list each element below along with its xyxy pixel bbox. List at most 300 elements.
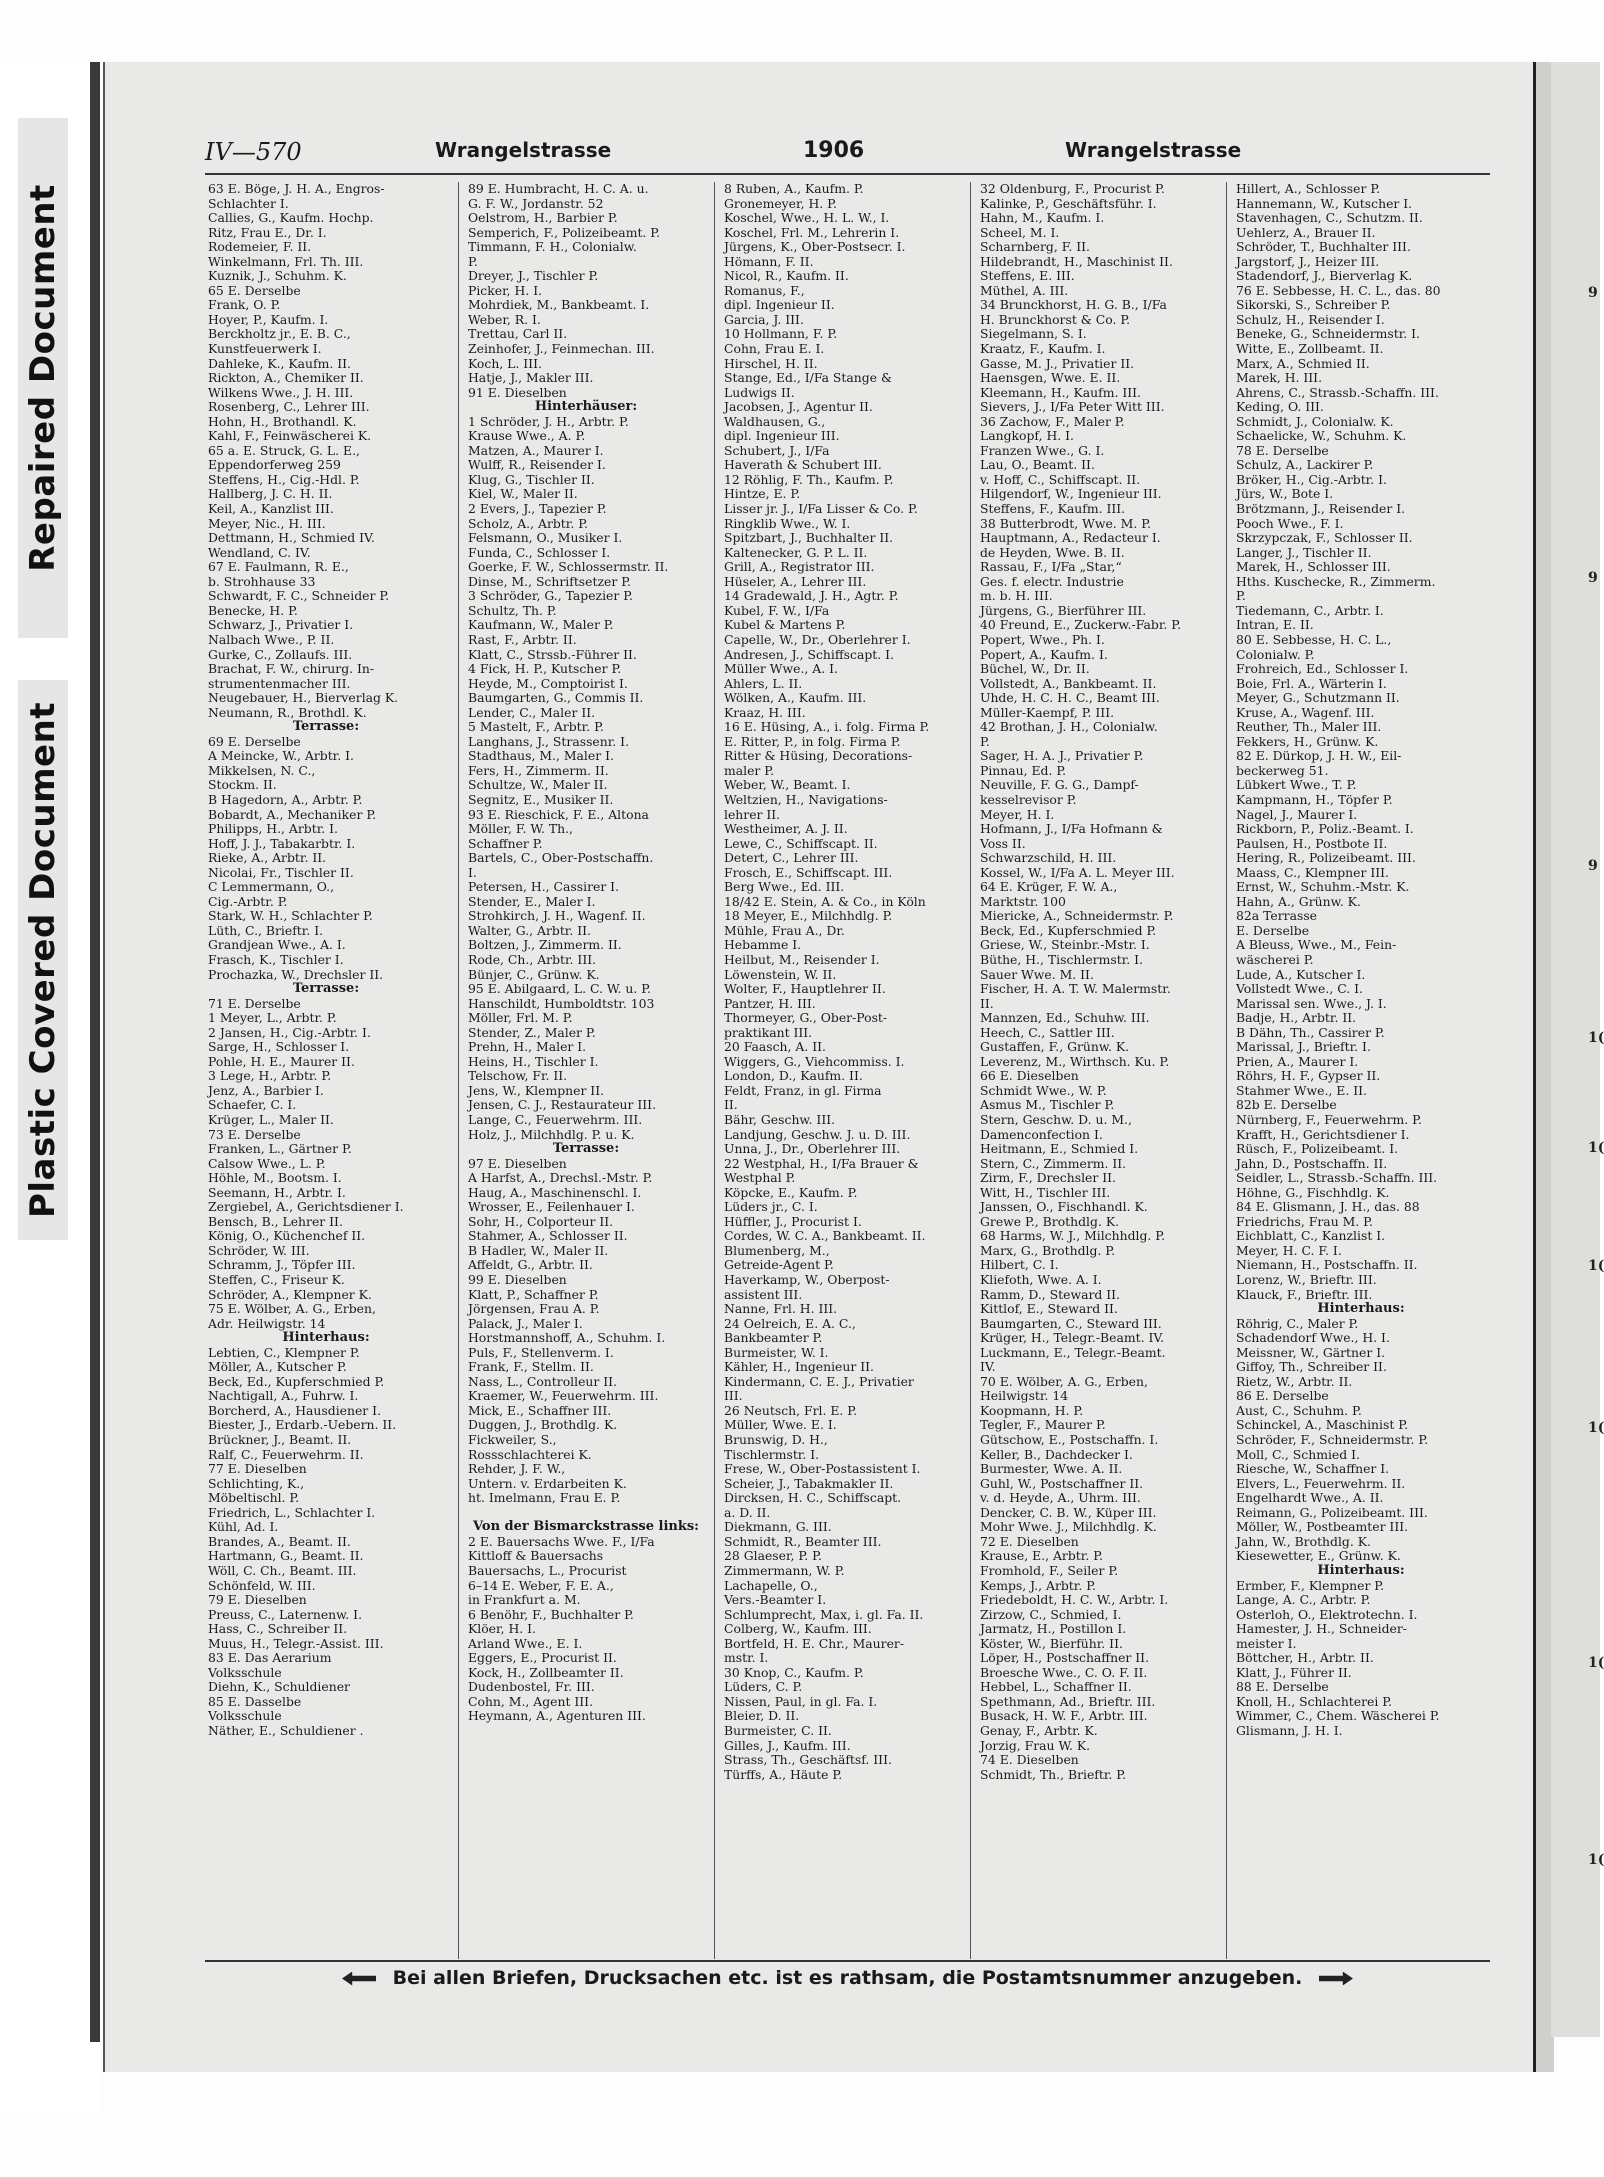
directory-entry: Hirschel, H. II. <box>724 355 818 371</box>
directory-entry: Puls, F., Stellenverm. I. <box>468 1344 614 1360</box>
directory-entry: Hannemann, W., Kutscher I. <box>1236 195 1413 211</box>
directory-entry: Keil, A., Kanzlist III. <box>208 501 334 517</box>
directory-entry: Sarge, H., Schlosser I. <box>208 1039 350 1055</box>
directory-entry: Köster, W., Bierführ. II. <box>980 1635 1123 1651</box>
margin-fragment: 1( <box>1588 1852 1604 1868</box>
directory-entry: Schröder, T., Buchhalter III. <box>1236 239 1411 255</box>
directory-entry: 72 E. Dieselben <box>980 1533 1079 1549</box>
directory-entry: Jensen, C. J., Restaurateur III. <box>468 1097 657 1113</box>
directory-entry: Schwardt, F. C., Schneider P. <box>208 588 390 604</box>
directory-entry: Reuther, Th., Maler III. <box>1236 719 1382 735</box>
directory-entry: Pooch Wwe., F. I. <box>1236 515 1344 531</box>
directory-entry: Schlichting, K., <box>208 1475 305 1491</box>
directory-entry: 68 Harms, W. J., Milchhdlg. P. <box>980 1228 1166 1244</box>
directory-entry: Pantzer, H. III. <box>724 995 816 1011</box>
directory-entry: Müller, Wwe. E. I. <box>724 1417 837 1433</box>
directory-entry: Wolter, F., Hauptlehrer II. <box>724 981 886 997</box>
directory-entry: 89 E. Humbracht, H. C. A. u. <box>468 181 649 196</box>
directory-entry: Kindermann, C. E. J., Privatier <box>724 1373 914 1389</box>
directory-entry: Nicolai, Fr., Tischler II. <box>208 864 354 880</box>
directory-entry: Mannzen, Ed., Schuhw. III. <box>980 1010 1150 1026</box>
directory-entry: 42 Brothan, J. H., Colonialw. <box>980 719 1158 735</box>
directory-entry: Büchel, W., Dr. II. <box>980 661 1090 677</box>
directory-entry: Klug, G., Tischler II. <box>468 471 595 487</box>
directory-entry: Kraatz, F., Kaufm. I. <box>980 341 1106 357</box>
directory-entry: Stadthaus, M., Maler I. <box>468 748 614 764</box>
directory-entry: Wendland, C. IV. <box>208 544 311 560</box>
directory-entry: E. Derselbe <box>1236 922 1310 938</box>
directory-entry: b. Strohhause 33 <box>208 573 316 589</box>
directory-entry: 85 E. Dasselbe <box>208 1693 302 1709</box>
directory-entry: Niemann, H., Postschaffn. II. <box>1236 1257 1418 1273</box>
directory-entry: Bartels, C., Ober-Postschaffn. <box>468 850 654 866</box>
directory-entry: Rickton, A., Chemiker II. <box>208 370 364 386</box>
directory-entry: Heyde, M., Comptoirist I. <box>468 675 628 691</box>
directory-entry: Kalinke, P., Geschäftsführ. I. <box>980 195 1157 211</box>
directory-entry: Müthel, A. III. <box>980 282 1069 298</box>
directory-entry: Brunswig, D. H., <box>724 1432 828 1448</box>
directory-entry: m. b. H. III. <box>980 588 1053 604</box>
directory-entry: Janssen, O., Fischhandl. K. <box>980 1199 1148 1215</box>
directory-entry: 8 Ruben, A., Kaufm. P. <box>724 181 864 196</box>
directory-entry: Schlachter I. <box>208 195 289 211</box>
directory-entry: Calsow Wwe., L. P. <box>208 1155 326 1171</box>
directory-entry: Rodemeier, F. II. <box>208 239 312 255</box>
directory-entry: Kampmann, H., Töpfer P. <box>1236 791 1393 807</box>
directory-entry: Hinterhaus: <box>1317 1301 1405 1317</box>
directory-entry: Langer, J., Tischler II. <box>1236 544 1372 560</box>
directory-entry: Pinnau, Ed. P. <box>980 762 1067 778</box>
directory-entry: 2 E. Bauersachs Wwe. F., I/Fa <box>468 1533 655 1549</box>
directory-entry: Weber, R. I. <box>468 311 541 327</box>
directory-entry: Hering, R., Polizeibeamt. III. <box>1236 850 1416 866</box>
directory-entry: Stahmer Wwe., E. II. <box>1236 1082 1367 1098</box>
directory-entry: Borcherd, A., Hausdiener I. <box>208 1402 382 1418</box>
directory-entry: Giffoy, Th., Schreiber II. <box>1236 1359 1387 1375</box>
directory-entry: B Hadler, W., Maler II. <box>468 1242 609 1258</box>
directory-entry: II. <box>724 1097 738 1113</box>
directory-entry: Kliefoth, Wwe. A. I. <box>980 1272 1102 1288</box>
directory-entry: Schmidt, J., Colonialw. K. <box>1236 413 1394 429</box>
directory-entry: Stern, Geschw. D. u. M., <box>980 1112 1132 1127</box>
directory-entry: Lorenz, W., Brieftr. III. <box>1236 1272 1377 1288</box>
directory-entry: Moll, C., Schmied I. <box>1236 1446 1360 1462</box>
directory-entry: Hildebrandt, H., Maschinist II. <box>980 253 1173 269</box>
plastic-covered-sticker <box>18 680 68 1240</box>
directory-entry: Marissal sen. Wwe., J. I. <box>1236 995 1387 1011</box>
directory-entry: Riesche, W., Schaffner I. <box>1236 1461 1390 1477</box>
directory-entry: Maass, C., Klempner III. <box>1236 864 1389 880</box>
directory-entry: Zeinhofer, J., Feinmechan. III. <box>468 341 655 357</box>
directory-entry: Kiesewetter, E., Grünw. K. <box>1236 1548 1401 1564</box>
directory-entry: 65 E. Derselbe <box>208 282 301 298</box>
directory-entry: Lüth, C., Brieftr. I. <box>208 922 324 938</box>
directory-entry: Höhne, G., Fischhdlg. K. <box>1236 1184 1390 1200</box>
directory-entry: 86 E. Derselbe <box>1236 1388 1329 1404</box>
directory-entry: 76 E. Sebbesse, H. C. L., das. 80 <box>1236 282 1441 298</box>
directory-entry: Jürs, W., Bote I. <box>1236 486 1334 502</box>
directory-entry: Frese, W., Ober-Postassistent I. <box>724 1461 921 1477</box>
directory-entry: Broesche Wwe., C. O. F. II. <box>980 1664 1148 1680</box>
directory-entry: Aust, C., Schuhm. P. <box>1236 1402 1362 1418</box>
directory-entry: Stender, E., Maler I. <box>468 893 596 909</box>
directory-entry: Jargstorf, J., Heizer III. <box>1236 253 1380 269</box>
directory-entry: Mikkelsen, N. C., <box>208 762 316 778</box>
directory-entry: Beck, Ed., Kupferschmied P. <box>208 1373 385 1389</box>
directory-entry: 38 Butterbrodt, Wwe. M. P. <box>980 515 1151 531</box>
directory-entry: Gurke, C., Zollaufs. III. <box>208 646 353 662</box>
directory-entry: dipl. Ingenieur II. <box>724 297 835 313</box>
directory-entry: Lebtien, C., Klempner P. <box>208 1344 360 1360</box>
directory-entry: Klöer, H. I. <box>468 1621 536 1637</box>
directory-entry: Damenconfection I. <box>980 1126 1103 1142</box>
column-divider <box>1226 182 1227 1959</box>
directory-entry: Terrasse: <box>552 1141 620 1157</box>
directory-entry: 2 Evers, J., Tapezier P. <box>468 501 607 517</box>
directory-entry: Ralf, C., Feuerwehrm. II. <box>208 1446 364 1462</box>
directory-entry: Ringklib Wwe., W. I. <box>724 515 851 531</box>
directory-entry: Eichblatt, C., Kanzlist I. <box>1236 1228 1386 1244</box>
directory-entry: 1 Meyer, L., Arbtr. P. <box>208 1010 337 1026</box>
directory-entry: Ahlers, L. II. <box>724 675 803 691</box>
directory-entry: Diekmann, G. III. <box>724 1519 832 1535</box>
directory-entry: Seemann, H., Arbtr. I. <box>208 1184 346 1200</box>
directory-entry: Steffens, H., Cig.-Hdl. P. <box>208 471 360 487</box>
directory-entry: Ges. f. electr. Industrie <box>980 573 1124 589</box>
directory-entry: Schultze, W., Maler II. <box>468 777 608 793</box>
directory-entry: Marktstr. 100 <box>980 893 1066 909</box>
directory-entry: 3 Schröder, G., Tapezier P. <box>468 588 633 604</box>
directory-entry: 6 Benöhr, F., Buchhalter P. <box>468 1606 634 1622</box>
directory-entry: Unna, J., Dr., Oberlehrer III. <box>724 1141 901 1157</box>
directory-entry: Köpcke, E., Kaufm. P. <box>724 1184 858 1200</box>
directory-entry: Reimann, G., Polizeibeamt. III. <box>1236 1504 1428 1520</box>
directory-entry: Dudenbostel, Fr. III. <box>468 1679 595 1695</box>
directory-entry: Löwenstein, W. II. <box>724 966 837 982</box>
directory-entry: P. <box>468 253 478 269</box>
page-footer <box>205 1967 1490 1997</box>
directory-entry: Nanne, Frl. H. III. <box>724 1301 838 1317</box>
margin-fragment: 1( <box>1588 1140 1604 1156</box>
directory-entry <box>468 1506 704 1521</box>
street-name-right: Wrangelstrasse <box>1065 138 1242 162</box>
directory-entry: Stark, W. H., Schlachter P. <box>208 908 373 924</box>
directory-entry: Preuss, C., Laternenw. I. <box>208 1606 363 1622</box>
directory-entry: Witte, E., Zollbeamt. II. <box>1236 341 1384 357</box>
directory-entry: Kock, H., Zollbeamter II. <box>468 1664 624 1680</box>
directory-entry: dipl. Ingenieur III. <box>724 428 840 444</box>
directory-entry: Palack, J., Maler I. <box>468 1315 583 1331</box>
directory-entry: 34 Brunckhorst, H. G. B., I/Fa <box>980 297 1167 313</box>
margin-fragment: 1( <box>1588 1030 1604 1046</box>
directory-entry: 67 E. Faulmann, R. E., <box>208 559 349 575</box>
directory-entry: 14 Gradewald, J. H., Agtr. P. <box>724 588 899 604</box>
directory-entry: Schmidt, R., Beamter III. <box>724 1533 882 1549</box>
directory-entry: Voss II. <box>980 835 1026 851</box>
directory-entry: 36 Zachow, F., Maler P. <box>980 413 1125 429</box>
repaired-document-label: Repaired Document <box>23 184 64 572</box>
directory-entry: Kühl, Ad. I. <box>208 1519 279 1535</box>
directory-entry: Cig.-Arbtr. P. <box>208 893 288 909</box>
directory-entry: Prien, A., Maurer I. <box>1236 1053 1359 1069</box>
directory-entry: Rast, F., Arbtr. II. <box>468 631 577 647</box>
directory-entry: Nass, L., Controlleur II. <box>468 1373 617 1389</box>
directory-entry: Schultz, Th. P. <box>468 602 557 618</box>
directory-entry: Scheier, J., Tabakmakler II. <box>724 1475 894 1491</box>
directory-entry: Segnitz, E., Musiker II. <box>468 791 614 807</box>
directory-entry: Boie, Frl. A., Wärterin I. <box>1236 675 1387 691</box>
directory-entry: 26 Neutsch, Frl. E. P. <box>724 1402 858 1418</box>
directory-entry: Meyer, H. I. <box>980 806 1055 822</box>
directory-entry: Scheel, M. I. <box>980 224 1060 240</box>
directory-entry: 83 E. Das Aerarium <box>208 1650 332 1666</box>
directory-entry: Glismann, J. H. I. <box>1236 1722 1343 1738</box>
directory-entry: Burmester, Wwe. A. II. <box>980 1461 1123 1477</box>
directory-entry: 16 E. Hüsing, A., i. folg. Firma P. <box>724 719 930 735</box>
directory-entry: Timmann, F. H., Colonialw. <box>468 239 637 255</box>
directory-entry: Böttcher, H., Arbtr. II. <box>1236 1650 1374 1666</box>
directory-entry: Schmidt Wwe., W. P. <box>980 1082 1107 1098</box>
directory-entry: Volksschule <box>208 1708 282 1724</box>
directory-entry: Ernst, W., Schuhm.-Mstr. K. <box>1236 879 1410 895</box>
directory-entry: 93 E. Rieschick, F. E., Altona <box>468 806 649 822</box>
directory-entry: Schwarzschild, H. III. <box>980 850 1117 866</box>
directory-entry: Sievers, J., I/Fa Peter Witt III. <box>980 399 1165 415</box>
directory-entry: Sauer Wwe. M. II. <box>980 966 1094 982</box>
directory-entry: 74 E. Dieselben <box>980 1752 1079 1768</box>
directory-entry: H. Brunckhorst & Co. P. <box>980 311 1131 327</box>
directory-entry: Elvers, L., Feuerwehrm. II. <box>1236 1475 1406 1491</box>
directory-entry: Möller, A., Kutscher P. <box>208 1359 347 1375</box>
directory-entry: Genay, F., Arbtr. K. <box>980 1722 1098 1738</box>
directory-entry: Koschel, Wwe., H. L. W., I. <box>724 210 890 226</box>
directory-entry: Gilles, J., Kaufm. III. <box>724 1737 851 1753</box>
directory-entry: Jahn, D., Postschaffn. II. <box>1236 1155 1388 1171</box>
directory-entry: Cohn, M., Agent III. <box>468 1693 594 1709</box>
directory-entry: Adr. Heilwigstr. 14 <box>208 1315 326 1331</box>
directory-entry: Von der Bismarckstrasse links: <box>473 1519 699 1535</box>
directory-entry: Luckmann, E., Telegr.-Beamt. <box>980 1344 1166 1360</box>
directory-entry: I. <box>468 864 477 880</box>
directory-entry: Hoyer, P., Kaufm. I. <box>208 311 329 327</box>
margin-fragment: 1( <box>1588 1420 1604 1436</box>
directory-entry: Gasse, M. J., Privatier II. <box>980 355 1135 371</box>
directory-entry: Brandes, A., Beamt. II. <box>208 1533 351 1549</box>
directory-entry: Gronemeyer, H. P. <box>724 195 837 211</box>
margin-fragment: 1( <box>1588 1655 1604 1671</box>
directory-entry: Kubel, F. W., I/Fa <box>724 602 830 618</box>
directory-entry: 82b E. Derselbe <box>1236 1097 1337 1113</box>
directory-entry: Nagel, J., Maurer I. <box>1236 806 1358 822</box>
directory-entry: Stahmer, A., Schlosser II. <box>468 1228 628 1244</box>
directory-entry: Stadendorf, J., Bierverlag K. <box>1236 268 1413 284</box>
directory-entry: Jorzig, Frau W. K. <box>980 1737 1091 1753</box>
directory-entry: Koschel, Frl. M., Lehrerin I. <box>724 224 900 240</box>
directory-entry: Berg Wwe., Ed. III. <box>724 879 845 895</box>
directory-entry: Eggers, E., Procurist II. <box>468 1650 617 1666</box>
directory-entry: Ritz, Frau E., Dr. I. <box>208 224 327 240</box>
directory-entry: Telschow, Fr. II. <box>468 1068 568 1084</box>
directory-entry: Popert, A., Kaufm. I. <box>980 646 1108 662</box>
directory-entry: Hofmann, J., I/Fa Hofmann & <box>980 821 1163 837</box>
directory-entry: Heitmann, E., Schmied I. <box>980 1141 1139 1157</box>
directory-entry: Hüseler, A., Lehrer III. <box>724 573 867 589</box>
directory-entry: 64 E. Krüger, F. W. A., <box>980 879 1118 895</box>
margin-fragment: 1( <box>1588 1258 1604 1274</box>
directory-entry: Bobardt, A., Mechaniker P. <box>208 806 377 822</box>
directory-entry: Rüsch, F., Polizeibeamt. I. <box>1236 1141 1399 1157</box>
directory-entry: Berckholtz jr., E. B. C., <box>208 326 351 342</box>
directory-entry: B Dähn, Th., Cassirer P. <box>1236 1024 1385 1040</box>
directory-entry: Baumgarten, C., Steward III. <box>980 1315 1162 1331</box>
directory-entry: P. <box>980 733 990 749</box>
directory-entry: Mick, E., Schaffner III. <box>468 1402 612 1418</box>
directory-entry: IV. <box>980 1359 996 1375</box>
directory-entry: Westheimer, A. J. II. <box>724 821 848 837</box>
directory-entry: Blumenberg, M., <box>724 1242 830 1258</box>
directory-entry: Stender, Z., Maler P. <box>468 1024 596 1040</box>
directory-entry: Jenz, A., Barbier I. <box>208 1082 324 1098</box>
footer-notice: Bei allen Briefen, Drucksachen etc. ist es rathsam, die Postamtsnummer anzugeben. <box>392 1967 1303 1989</box>
directory-entry: Jacobsen, J., Agentur II. <box>724 399 873 415</box>
directory-entry: Hallberg, J. C. H. II. <box>208 486 333 502</box>
directory-entry: Walter, G., Arbtr. II. <box>468 922 591 938</box>
directory-entry: Tegler, F., Maurer P. <box>980 1417 1106 1433</box>
directory-entry: Wulff, R., Reisender I. <box>468 457 606 473</box>
directory-entry: Schönfeld, W. III. <box>208 1577 316 1593</box>
directory-entry: Colberg, W., Kaufm. III. <box>724 1621 872 1637</box>
directory-column-1 <box>208 182 444 1739</box>
directory-entry: Meyer, H. C. F. I. <box>1236 1242 1342 1258</box>
directory-entry: Kubel & Martens P. <box>724 617 846 633</box>
directory-entry: Burmeister, W. I. <box>724 1344 829 1360</box>
directory-entry: Hinterhaus: <box>1317 1562 1405 1578</box>
directory-entry: Friedrichs, Frau M. P. <box>1236 1213 1373 1229</box>
directory-entry: Wimmer, C., Chem. Wäscherei P. <box>1236 1708 1440 1724</box>
directory-entry: 82a Terrasse <box>1236 908 1318 924</box>
directory-entry: Lude, A., Kutscher I. <box>1236 966 1366 982</box>
directory-entry: 6–14 E. Weber, F. E. A., <box>468 1577 614 1593</box>
directory-entry: Mierickе, A., Schneidermstr. P. <box>980 908 1174 924</box>
directory-entry: Sager, H. A. J., Privatier P. <box>980 748 1144 764</box>
directory-entry: Asmus M., Tischler P. <box>980 1097 1115 1113</box>
header-rule <box>205 173 1490 175</box>
directory-entry: Kittloff & Bauersachs <box>468 1548 604 1564</box>
directory-entry: C Lemmermann, O., <box>208 879 335 895</box>
directory-entry: Hahn, M., Kaufm. I. <box>980 210 1105 226</box>
directory-entry: 78 E. Derselbe <box>1236 442 1329 458</box>
directory-entry: Steffens, F., Kaufm. III. <box>980 501 1126 517</box>
directory-entry: Prehn, H., Maler I. <box>468 1039 587 1055</box>
directory-entry: Fekkers, H., Grünw. K. <box>1236 733 1379 749</box>
directory-entry: A Meincke, W., Arbtr. I. <box>208 748 354 764</box>
directory-entry: Eppendorferweg 259 <box>208 457 341 473</box>
plastic-covered-label: Plastic Covered Document <box>23 701 64 1219</box>
directory-entry: Diehn, K., Schuldiener <box>208 1679 350 1695</box>
directory-entry: Frank, O. P. <box>208 297 281 313</box>
directory-entry: Petersen, H., Cassirer I. <box>468 879 620 895</box>
directory-entry: Hoff, J. J., Tabakarbtr. I. <box>208 835 356 851</box>
directory-entry: Frohreich, Ed., Schlosser I. <box>1236 661 1409 677</box>
directory-entry: Tischlermstr. I. <box>724 1446 820 1462</box>
directory-entry: 20 Faasch, A. II. <box>724 1039 826 1055</box>
directory-entry: Zimmermann, W. P. <box>724 1562 845 1578</box>
repaired-document-sticker <box>18 118 68 638</box>
directory-entry: de Heyden, Wwe. B. II. <box>980 544 1125 560</box>
directory-entry: Pohle, H. E., Maurer II. <box>208 1053 355 1069</box>
directory-entry: Burmeister, C. II. <box>724 1722 832 1738</box>
directory-entry: Semperich, F., Polizeibeamt. P. <box>468 224 661 240</box>
directory-entry: Schubert, J., I/Fa <box>724 442 830 458</box>
directory-entry: Möller, Frl. M. P. <box>468 1010 573 1026</box>
directory-entry: London, D., Kaufm. II. <box>724 1068 863 1084</box>
directory-entry: Arland Wwe., E. I. <box>468 1635 583 1651</box>
directory-entry: Capelle, W., Dr., Oberlehrer I. <box>724 631 911 647</box>
directory-entry: Bankbeamter P. <box>724 1330 823 1346</box>
directory-entry: Jarmatz, H., Postillon I. <box>980 1621 1127 1637</box>
year: 1906 <box>803 138 865 163</box>
directory-entry: Kraemer, W., Feuerwehrm. III. <box>468 1388 659 1404</box>
directory-entry: meister I. <box>1236 1635 1297 1651</box>
directory-entry: Kahl, F., Feinwäscherei K. <box>208 428 372 444</box>
directory-entry: Hömann, F. II. <box>724 253 814 269</box>
directory-entry: Popert, Wwe., Ph. I. <box>980 631 1105 647</box>
directory-entry: Lewe, C., Schiffscapt. II. <box>724 835 878 851</box>
directory-entry: Strass, Th., Geschäftsf. III. <box>724 1752 892 1768</box>
directory-entry: 28 Glaeser, P. P. <box>724 1548 822 1564</box>
directory-entry: Kiel, W., Maler II. <box>468 486 578 502</box>
directory-entry: 40 Freund, E., Zuckerw.-Fabr. P. <box>980 617 1182 633</box>
directory-entry: Schaffner P. <box>468 835 543 851</box>
directory-entry: Horstmannshoff, A., Schuhm. I. <box>468 1330 666 1346</box>
directory-entry: Rickborn, P., Poliz.-Beamt. I. <box>1236 821 1414 837</box>
directory-entry: ht. Imelmann, Frau E. P. <box>468 1490 621 1506</box>
directory-entry: III. <box>724 1388 743 1404</box>
directory-entry: Waldhausen, G., <box>724 413 826 429</box>
directory-entry: Intran, E. II. <box>1236 617 1314 633</box>
directory-entry: Lüders, C. P. <box>724 1679 803 1695</box>
directory-entry: 4 Fick, H. P., Kutscher P. <box>468 661 622 677</box>
directory-entry: König, O., Küchenchef II. <box>208 1228 366 1244</box>
directory-entry: Mohrdiek, M., Bankbeamt. I. <box>468 297 650 313</box>
directory-entry: Weber, W., Beamt. I. <box>724 777 851 793</box>
directory-entry: Jürgens, G., Bierführer III. <box>980 602 1147 618</box>
directory-entry: Kuznik, J., Schuhm. K. <box>208 268 347 284</box>
directory-entry: G. F. W., Jordanstr. 52 <box>468 195 604 211</box>
directory-entry: Grandjean Wwe., A. I. <box>208 937 346 953</box>
directory-entry: Hinterhaus: <box>282 1330 370 1346</box>
directory-entry: Büthe, H., Tischlermstr. I. <box>980 951 1143 967</box>
directory-entry: Grill, A., Registrator III. <box>724 559 875 575</box>
directory-entry: Dircksen, H. C., Schiffscapt. <box>724 1490 902 1506</box>
street-name-left: Wrangelstrasse <box>435 138 612 162</box>
directory-entry: Krafft, H., Gerichtsdiener I. <box>1236 1126 1410 1142</box>
directory-entry: 88 E. Derselbe <box>1236 1679 1329 1695</box>
directory-entry: Trettau, Carl II. <box>468 326 568 342</box>
directory-entry: Meyer, Nic., H. III. <box>208 515 326 531</box>
directory-entry: Uhde, H. C. H. C., Beamt III. <box>980 690 1160 706</box>
directory-entry: Engelhardt Wwe., A. II. <box>1236 1490 1384 1506</box>
directory-entry: Bleier, D. II. <box>724 1708 800 1724</box>
directory-entry: Siegelmann, S. I. <box>980 326 1087 342</box>
directory-entry: assistent III. <box>724 1286 803 1302</box>
directory-entry: Boltzen, J., Zimmerm. II. <box>468 937 622 953</box>
directory-entry: Andresen, J., Schiffscapt. I. <box>724 646 894 662</box>
column-divider <box>714 182 715 1959</box>
directory-entry: Bröker, H., Cig.-Arbtr. I. <box>1236 471 1387 487</box>
directory-entry: 95 E. Abilgaard, L. C. W. u. P. <box>468 981 651 997</box>
directory-entry: Kossel, W., I/Fa A. L. Meyer III. <box>980 864 1175 880</box>
